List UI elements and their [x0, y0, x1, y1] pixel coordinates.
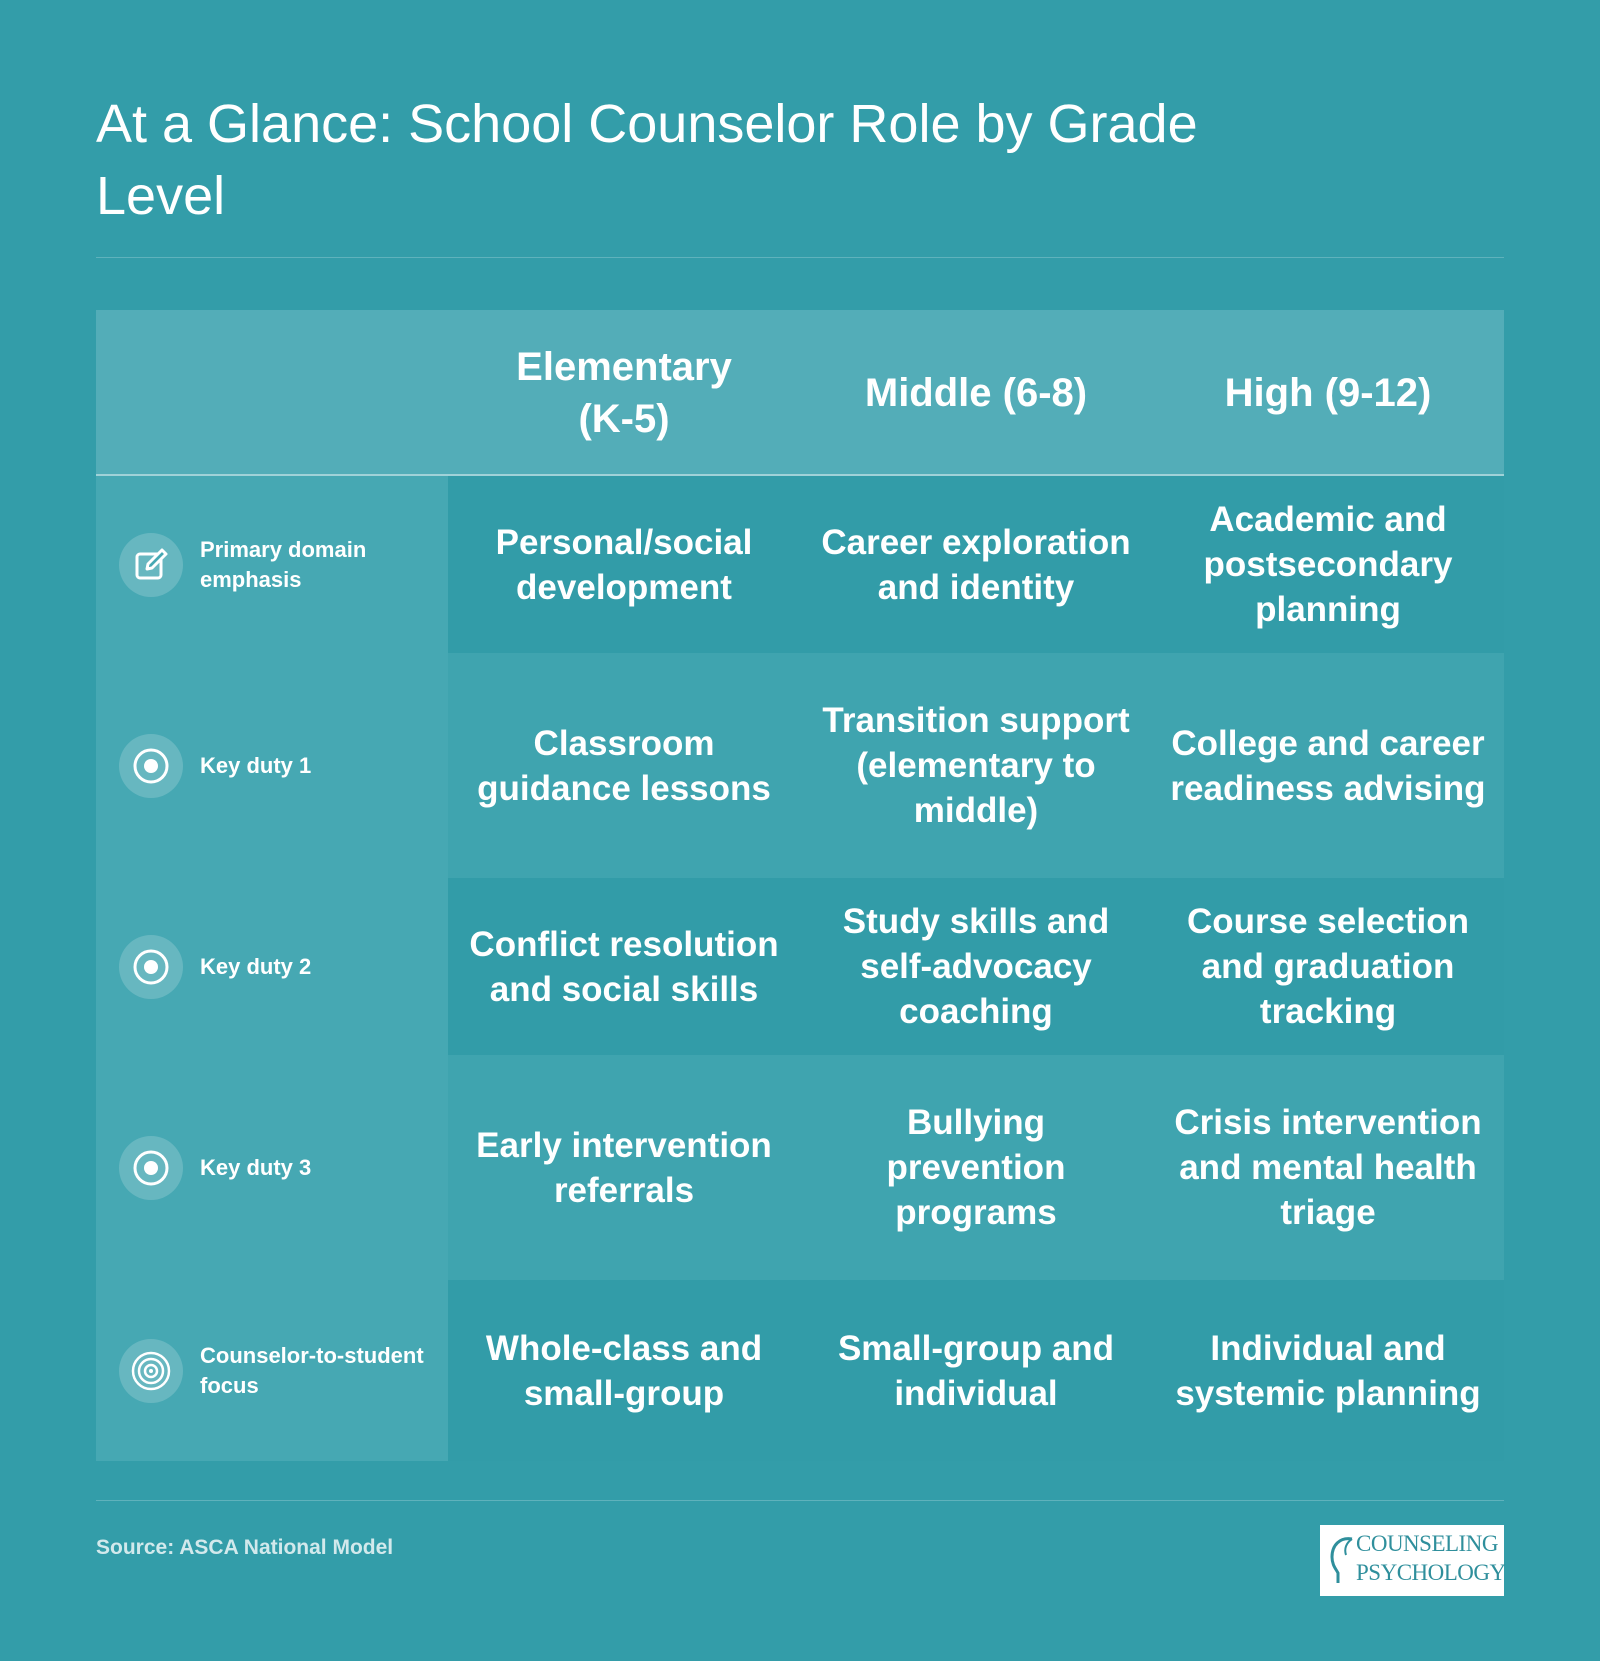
table-cell: Academic and postsecondary planning	[1203, 500, 1453, 629]
table-cell: Study skills and self-advocacy coaching	[842, 902, 1110, 1031]
page-title: At a Glance: School Counselor Role by Grade Level	[96, 94, 1198, 226]
table-row	[96, 653, 1504, 878]
table-row	[96, 1280, 1504, 1461]
table-cell: Transition support (elementary to middle)	[822, 701, 1130, 830]
table-cell: Conflict resolution and social skills	[469, 924, 779, 1009]
row-label	[96, 1055, 448, 1280]
row-cells	[448, 653, 1504, 878]
table-row	[96, 476, 1504, 653]
table-cell: Bullying prevention programs	[886, 1103, 1066, 1232]
row-label-text: Key duty 2	[200, 953, 312, 979]
row-label	[96, 653, 448, 878]
row-cells	[448, 476, 1504, 653]
table-cell: Classroom guidance lessons	[477, 723, 771, 808]
row-label	[96, 878, 448, 1055]
row-label	[96, 1280, 448, 1461]
table-cell: Crisis intervention and mental health triage	[1174, 1103, 1482, 1232]
row-label-text: Counselor-to-student focus	[200, 1342, 424, 1398]
column-header-middle: Middle (6-8)	[864, 371, 1088, 415]
table-cell: College and career readiness advising	[1170, 723, 1486, 808]
column-header-elementary	[448, 310, 800, 476]
table-header-row	[96, 310, 1504, 476]
table-row	[96, 1055, 1504, 1280]
table-cell: Individual and systemic planning	[1175, 1328, 1481, 1413]
footer-divider	[96, 1500, 1504, 1501]
row-label	[96, 476, 448, 653]
row-cells	[448, 878, 1504, 1055]
row-label-text: Key duty 3	[200, 1154, 312, 1180]
table-row	[96, 878, 1504, 1055]
head-silhouette-icon	[1328, 1535, 1356, 1587]
source-note: Source: ASCA National Model	[96, 1536, 394, 1559]
column-header-text: Elementary (K-5)	[516, 345, 732, 441]
radio-dot-icon	[119, 935, 183, 999]
target-icon	[119, 1339, 183, 1403]
column-header-high: High (9-12)	[1224, 371, 1432, 415]
table-cell: Career exploration and identity	[821, 522, 1131, 607]
table-cell: Small-group and individual	[837, 1328, 1115, 1413]
table-cell: Early intervention referrals	[476, 1125, 772, 1210]
table-cell: Course selection and graduation tracking	[1186, 902, 1470, 1031]
edit-icon	[119, 533, 183, 597]
radio-dot-icon	[119, 734, 183, 798]
logo-line-1: COUNSELING	[1356, 1531, 1498, 1556]
counseling-psychology-logo	[1320, 1525, 1504, 1596]
row-label-text: Primary domain emphasis	[200, 536, 367, 592]
radio-dot-icon	[119, 1136, 183, 1200]
row-cells	[448, 1055, 1504, 1280]
row-cells	[448, 1280, 1504, 1461]
row-label-text: Key duty 1	[200, 752, 312, 778]
comparison-table	[96, 310, 1504, 1461]
title-divider	[96, 257, 1504, 258]
table-cell: Whole-class and small-group	[485, 1328, 763, 1413]
table-cell: Personal/social development	[495, 522, 753, 607]
logo-line-2: PSYCHOLOGY	[1356, 1560, 1506, 1585]
